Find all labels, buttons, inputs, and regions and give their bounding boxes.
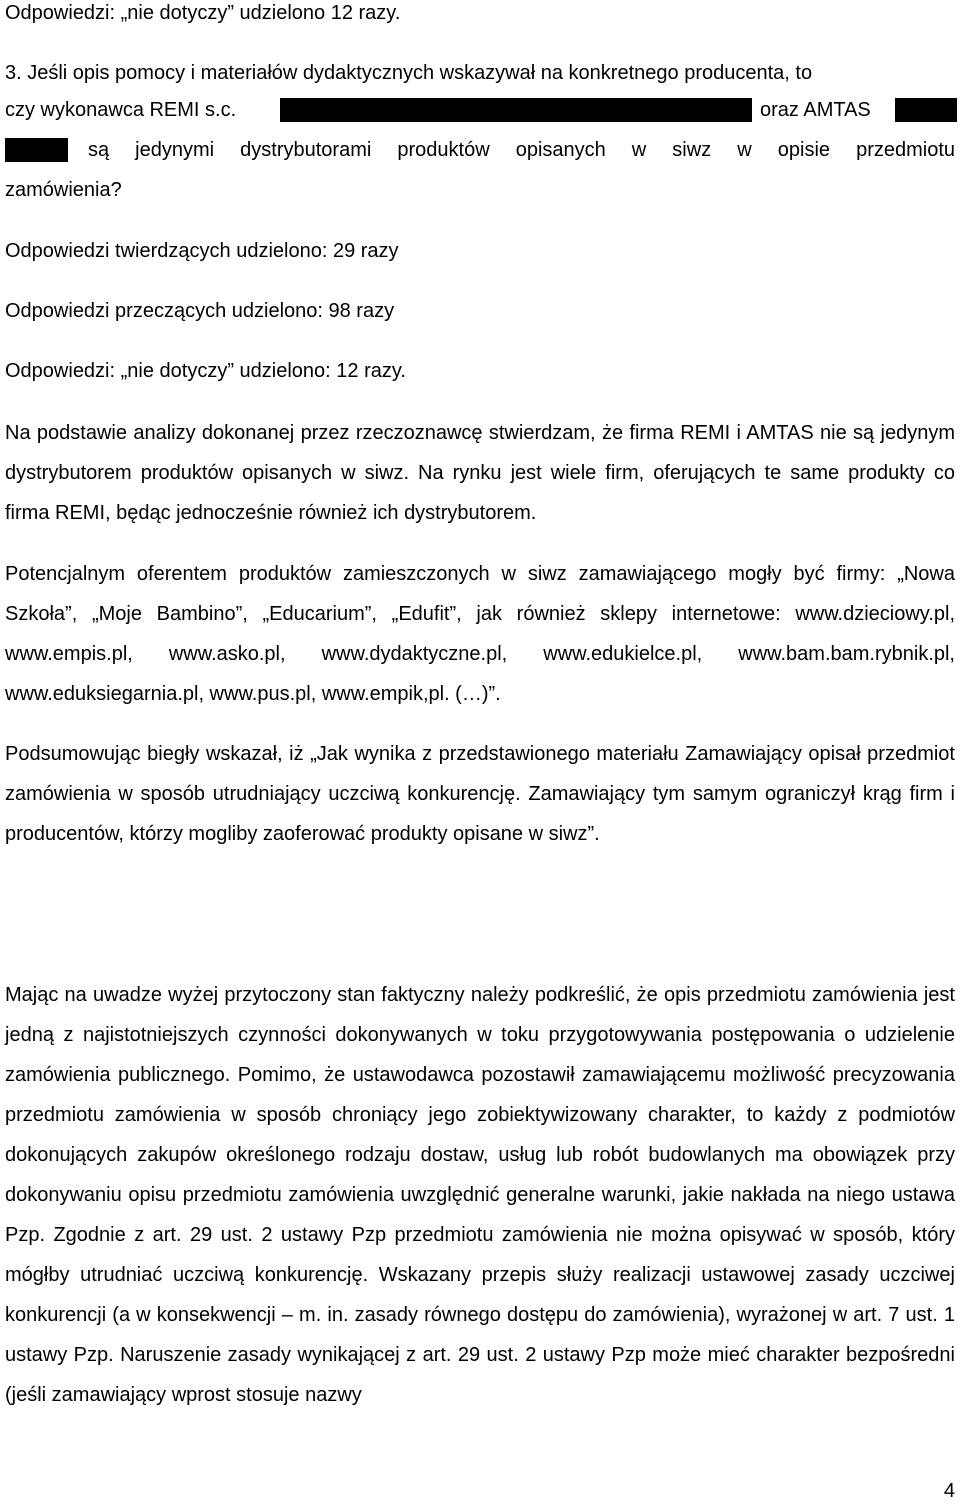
summary-paragraph: Podsumowując biegły wskazał, iż „Jak wynika z przedstawionego materiału Zamawiający opisał przedmiot zamówienia w sposób utrudniający uczciwą konkurencję. Zamawiający tym samym ograniczył krąg firm i producentów, którzy mogliby zaoferować produkty opisane w siwz”. [5, 743, 955, 845]
question-3-line-2 [5, 90, 955, 130]
question-3-line-3-content: są jedynymi dystrybutorami produktów opisanych w siwz w opisie przedmiotu [88, 139, 955, 161]
redaction-block [5, 138, 68, 162]
answer-not-applicable: Odpowiedzi: „nie dotyczy” udzielono: 12 razy. [5, 360, 406, 382]
intro-answer-line: Odpowiedzi: „nie dotyczy” udzielono 12 razy. [5, 2, 401, 24]
page-number: 4 [943, 1480, 955, 1502]
answer-no: Odpowiedzi przeczących udzielono: 98 razy [5, 300, 395, 322]
analysis-paragraph: Na podstawie analizy dokonanej przez rzeczoznawcę stwierdzam, że firma REMI i AMTAS nie są jedynym dystrybutorem produktów opisanych w siwz. Na rynku jest wiele firm, oferujących te same produkty co firma REMI, będąc jednocześnie również ich dystrybutorem. [5, 422, 955, 524]
question-3-line-3 [5, 130, 955, 170]
question-3-line-1: 3. Jeśli opis pomocy i materiałów dydaktycznych wskazywał na konkretnego producenta, to [5, 62, 813, 84]
question-3-line-4: zamówienia? [5, 179, 122, 201]
answer-yes: Odpowiedzi twierdzących udzielono: 29 razy [5, 240, 399, 262]
redaction-block [280, 98, 752, 122]
question-3-line-2-end: oraz AMTAS [760, 99, 871, 121]
question-3-line-3-text [88, 130, 955, 170]
bidders-paragraph: Potencjalnym oferentem produktów zamieszczonych w siwz zamawiającego mogły być firmy: „Nowa Szkoła”, „Moje Bambino”, „Educarium”, „Edufit”, jak również sklepy internetowe: www.dzieciowy.pl, www.empis.pl, www.asko.pl, www.dydaktyczne.pl, www.edukielce.pl, www.bam.bam.rybnik.pl, www.eduksiegarnia.pl, www.pus.pl, www.empik,pl. (…)”. [5, 563, 955, 705]
legal-analysis-paragraph: Mając na uwadze wyżej przytoczony stan faktyczny należy podkreślić, że opis przedmiotu zamówienia jest jedną z najistotniejszych czynności dokonywanych w toku przygotowywania postępowania o udzielenie zamówienia publicznego. Pomimo, że ustawodawca pozostawił zamawiającemu możliwość precyzowania przedmiotu zamówienia w sposób chroniący jego zobiektywizowany charakter, to każdy z podmiotów dokonujących zakupów określonego rodzaju dostaw, usług lub robót budowlanych ma obowiązek przy dokonywaniu opisu przedmiotu zamówienia uwzględnić generalne warunki, jakie nakłada na niego ustawa Pzp. Zgodnie z art. 29 ust. 2 ustawy Pzp przedmiotu zamówienia nie można opisywać w sposób, który mógłby utrudniać uczciwą konkurencję. Wskazany przepis służy realizacji ustawowej zasady uczciwej konkurencji (a w konsekwencji – m. in. zasady równego dostępu do zamówienia), wyrażonej w art. 7 ust. 1 ustawy Pzp. Naruszenie zasady wynikającej z art. 29 ust. 2 ustawy Pzp może mieć charakter bezpośredni (jeśli zamawiający wprost stosuje nazwy [5, 984, 955, 1406]
redaction-block [895, 98, 957, 122]
question-3-line-2-start: czy wykonawca REMI s.c. [5, 99, 237, 121]
